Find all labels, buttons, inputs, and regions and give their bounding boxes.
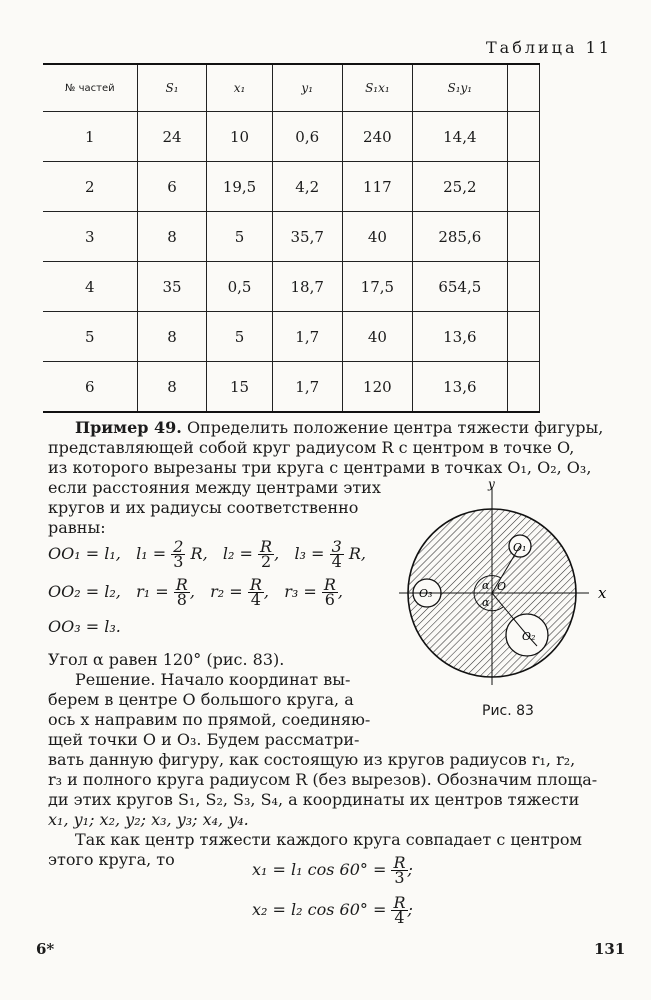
- equation-text: x₁ = l₁ cos 60° =: [252, 860, 387, 879]
- cell: 0,6: [272, 112, 342, 162]
- numerator: 2: [173, 537, 184, 556]
- cell: 120: [342, 362, 412, 413]
- body-line: ди этих кругов S₁, S₂, S₃, S₄, а координаты их центров тяжести: [48, 790, 580, 809]
- numerator: 3: [331, 537, 342, 556]
- cell: 5: [43, 312, 137, 362]
- table-caption: Таблица 11: [486, 38, 612, 57]
- denominator: 4: [250, 590, 261, 609]
- numerator: R: [260, 537, 273, 556]
- table-row: [43, 312, 540, 362]
- numerator: R: [175, 575, 188, 594]
- fraction: [248, 575, 264, 609]
- body-line: Так как центр тяжести каждого круга совпадает с центром: [75, 830, 582, 849]
- cell: 15: [207, 362, 272, 413]
- table-row: [43, 212, 540, 262]
- formula-row-3: OO₃ = l₃.: [48, 617, 121, 636]
- cell: 35: [137, 262, 207, 312]
- cell: 0,5: [207, 262, 272, 312]
- cell: 25,2: [412, 162, 507, 212]
- col-header: [507, 64, 539, 112]
- cell: 13,6: [412, 362, 507, 413]
- body-line: x₁, y₁; x₂, y₂; x₃, y₃; x₄, y₄.: [48, 810, 249, 829]
- cell: 1,7: [272, 312, 342, 362]
- equation-1: x₁ = l₁ cos 60° = $\frac{R}{3}$ ;: [252, 853, 413, 887]
- example-line: равны:: [48, 518, 106, 537]
- col-header: y₁: [272, 64, 342, 112]
- label-y: y: [488, 480, 495, 491]
- body-line: щей точки O и O₃. Будем рассматри-: [48, 730, 360, 749]
- table-row: [43, 162, 540, 212]
- fraction: [171, 537, 185, 571]
- formula: R,: [190, 544, 208, 563]
- cell: 19,5: [207, 162, 272, 212]
- cell: 8: [137, 212, 207, 262]
- table-header-row: [43, 64, 540, 112]
- cell: 13,6: [412, 312, 507, 362]
- example-line: кругов и их радиусы соответственно: [48, 498, 359, 517]
- fraction: [391, 893, 407, 927]
- figure-caption: Рис. 83: [482, 703, 534, 719]
- cell: 17,5: [342, 262, 412, 312]
- example-text: Определить положение центра тяжести фигуры,: [186, 418, 604, 437]
- body-line: берем в центре O большого круга, а: [48, 690, 354, 709]
- cell: 5: [207, 212, 272, 262]
- cell: 1,7: [272, 362, 342, 413]
- cell: 285,6: [412, 212, 507, 262]
- fraction: [174, 575, 190, 609]
- example-line: представляющей собой круг радиусом R с центром в точке O,: [48, 438, 575, 457]
- numerator: R: [393, 893, 406, 912]
- cell: 3: [43, 212, 137, 262]
- table-row: [43, 112, 540, 162]
- cell: 5: [207, 312, 272, 362]
- body-line: ось x направим по прямой, соединяю-: [48, 710, 371, 729]
- cell: 240: [342, 112, 412, 162]
- cell: 6: [137, 162, 207, 212]
- label-alpha-lower: α: [482, 596, 490, 609]
- cell: 10: [207, 112, 272, 162]
- numerator: R: [323, 575, 336, 594]
- numerator: R: [393, 853, 406, 872]
- formula: OO₂ = l₂,: [48, 582, 121, 601]
- cell: 8: [137, 362, 207, 413]
- formula: OO₁ = l₁,: [48, 544, 121, 563]
- formula-row-1: OO₁ = l₁, l₁ = $\frac{2}{3}$ R, l₂ = $\frac{R}{2}$ , l₃ = $\frac{3}{4}$ R,: [48, 537, 366, 571]
- formula: r₂ =: [210, 582, 243, 601]
- cell: [507, 262, 539, 312]
- cell: 6: [43, 362, 137, 413]
- col-header: S₁y₁: [412, 64, 507, 112]
- cell: 1: [43, 112, 137, 162]
- body-line: вать данную фигуру, как состоящую из кругов радиусов r₁, r₂,: [48, 750, 576, 769]
- fraction: [391, 853, 407, 887]
- formula: R,: [348, 544, 366, 563]
- example-line: [75, 418, 603, 438]
- cell: 8: [137, 312, 207, 362]
- col-header: № частей: [43, 64, 137, 112]
- label-alpha-upper: α: [482, 579, 490, 592]
- denominator: 3: [394, 868, 405, 887]
- cell: [507, 362, 539, 413]
- example-label: Пример 49.: [75, 418, 182, 437]
- label-o1: O₁: [513, 541, 527, 554]
- body-line: этого круга, то: [48, 850, 175, 869]
- formula-row-2: OO₂ = l₂, r₁ = $\frac{R}{8}$ , r₂ = $\frac{R}{4}$ , r₃ = $\frac{R}{6}$ ,: [48, 575, 343, 609]
- body-line: Решение. Начало координат вы-: [75, 670, 351, 689]
- figure-83: [393, 480, 625, 702]
- equation-text: x₂ = l₂ cos 60° =: [252, 900, 387, 919]
- page-number: 131: [594, 940, 626, 958]
- body-line: r₃ и полного круга радиусом R (без вырезов). Обозначим площа-: [48, 770, 598, 789]
- denominator: 4: [331, 552, 342, 571]
- table-row: [43, 362, 540, 413]
- cell: 654,5: [412, 262, 507, 312]
- label-x: x: [598, 584, 607, 602]
- cell: 35,7: [272, 212, 342, 262]
- denominator: 8: [176, 590, 187, 609]
- cell: 24: [137, 112, 207, 162]
- cell: 2: [43, 162, 137, 212]
- label-o: O: [497, 580, 507, 593]
- fraction: [330, 537, 344, 571]
- formula: l₃ =: [294, 544, 325, 563]
- formula: l₁ =: [136, 544, 167, 563]
- cell: 117: [342, 162, 412, 212]
- data-table: [43, 63, 540, 413]
- example-line: из которого вырезаны три круга с центрами в точках O₁, O₂, O₃,: [48, 458, 592, 477]
- label-o2: O₂: [522, 630, 536, 643]
- example-line: если расстояния между центрами этих: [48, 478, 381, 497]
- footer-signature: 6*: [36, 940, 55, 958]
- numerator: R: [249, 575, 262, 594]
- denominator: 4: [394, 908, 405, 927]
- formula: r₁ =: [136, 582, 169, 601]
- denominator: 3: [173, 552, 184, 571]
- cell: 18,7: [272, 262, 342, 312]
- table-row: [43, 262, 540, 312]
- cell: 40: [342, 312, 412, 362]
- label-o3: O₃: [419, 587, 433, 600]
- cell: [507, 312, 539, 362]
- equation-2: x₂ = l₂ cos 60° = $\frac{R}{4}$ ;: [252, 893, 413, 927]
- fraction: [322, 575, 338, 609]
- denominator: 2: [260, 552, 272, 571]
- col-header: S₁x₁: [342, 64, 412, 112]
- cell: [507, 112, 539, 162]
- formula: l₂ =: [222, 544, 253, 563]
- col-header: x₁: [207, 64, 272, 112]
- cell: [507, 212, 539, 262]
- body-line: Угол α равен 120° (рис. 83).: [48, 650, 285, 669]
- cell: 40: [342, 212, 412, 262]
- fraction: [258, 537, 274, 571]
- formula: r₃ =: [284, 582, 317, 601]
- cell: 4,2: [272, 162, 342, 212]
- denominator: 6: [324, 590, 335, 609]
- col-header: S₁: [137, 64, 207, 112]
- cell: [507, 162, 539, 212]
- cell: 4: [43, 262, 137, 312]
- cell: 14,4: [412, 112, 507, 162]
